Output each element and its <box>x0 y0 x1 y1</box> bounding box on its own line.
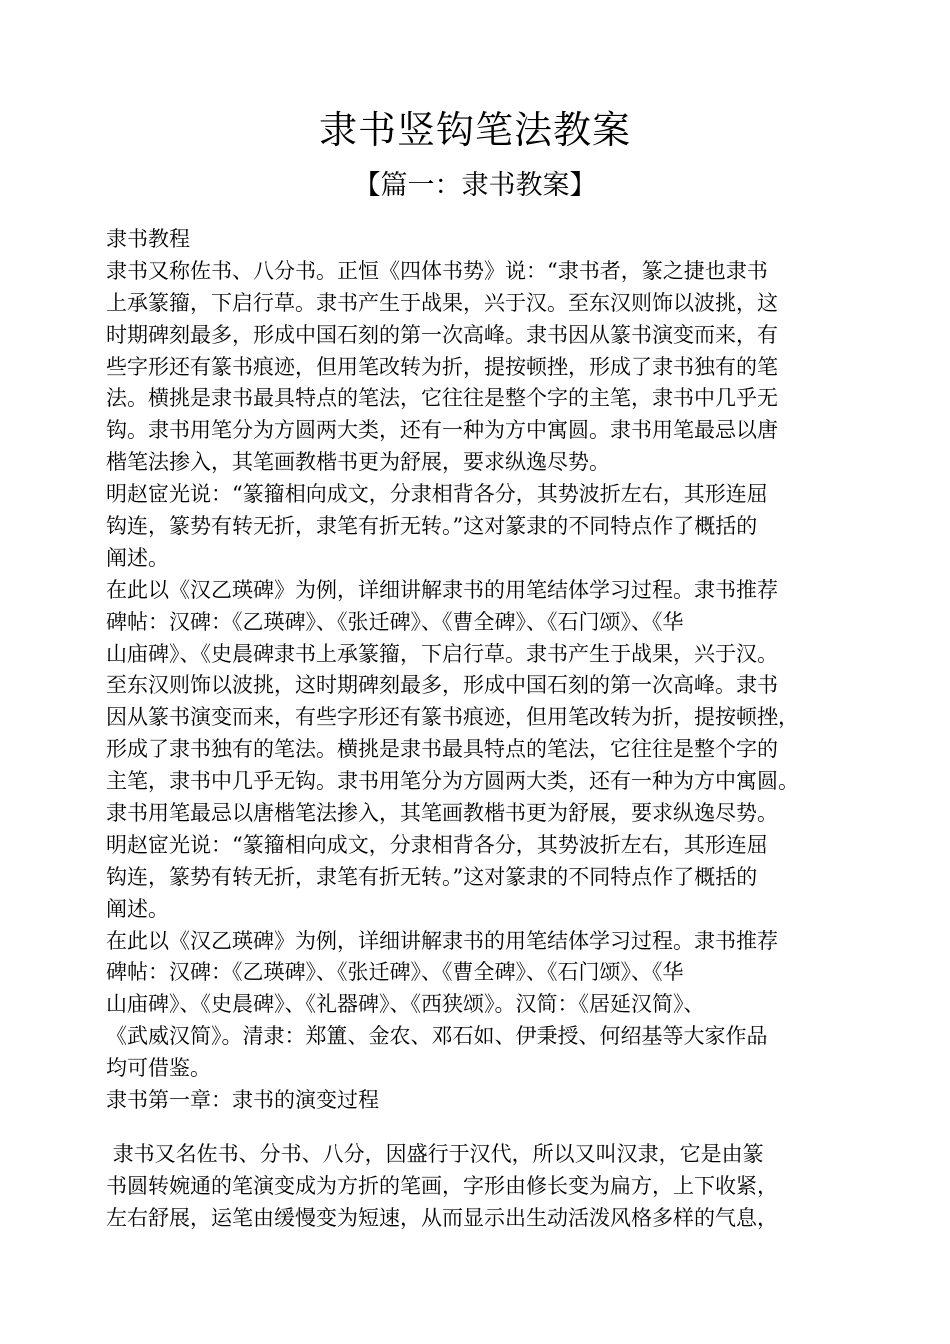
text-line: 书圆转婉通的笔演变成为方折的笔画，字形由修长变为扁方，上下收紧， <box>106 1173 778 1198</box>
text-line: 楷笔法掺入，其笔画教楷书更为舒展，要求纵逸尽势。 <box>106 450 610 475</box>
text-line: 在此以《汉乙瑛碑》为例，详细讲解隶书的用笔结体学习过程。隶书推荐 <box>106 577 778 602</box>
text-line: 些字形还有篆书痕迹，但用笔改转为折，提按顿挫，形成了隶书独有的笔 <box>106 354 778 379</box>
text-line: 明赵宧光说：“篆籀相向成文，分隶相背各分，其势波折左右，其形连屈 <box>106 482 768 507</box>
paragraph-gap <box>106 1117 866 1139</box>
text-line: 明赵宧光说：“篆籀相向成文，分隶相背各分，其势波折左右，其形连屈 <box>106 832 768 857</box>
text-line: 均可借鉴。 <box>106 1056 211 1081</box>
text-line: 在此以《汉乙瑛碑》为例，详细讲解隶书的用笔结体学习过程。隶书推荐 <box>106 928 778 953</box>
text-line: 阐述。 <box>106 896 169 921</box>
text-line: 因从篆书演变而来，有些字形还有篆书痕迹，但用笔改转为折，提按顿挫， <box>106 705 799 730</box>
text-line: 碑帖：汉碑：《乙瑛碑》、《张迁碑》、《曹全碑》、《石门颂》、《华 <box>106 960 684 985</box>
text-line: 隶书第一章：隶书的演变过程 <box>106 1088 379 1113</box>
document-title: 隶书竖钩笔法教案 <box>318 108 631 152</box>
text-line: 形成了隶书独有的笔法。横挑是隶书最具特点的笔法，它往往是整个字的 <box>106 737 778 762</box>
text-line: 山庙碑》、《史晨碑隶书上承篆籀，下启行草。隶书产生于战果，兴于汉。 <box>106 641 778 666</box>
document-subtitle: 【篇一：隶书教案】 <box>353 170 597 201</box>
text-line: 钩。隶书用笔分为方圆两大类，还有一种为方中寓圆。隶书用笔最忌以唐 <box>106 418 778 443</box>
text-line: 左右舒展，运笔由缓慢变为短速，从而显示出生动活泼风格多样的气息， <box>106 1205 778 1230</box>
text-line: 时期碑刻最多，形成中国石刻的第一次高峰。隶书因从篆书演变而来，有 <box>106 322 778 347</box>
text-line: 隶书教程 <box>106 227 190 251</box>
text-line: 阐述。 <box>106 545 169 570</box>
text-line: 山庙碑》、《史晨碑》、《礼器碑》、《西狭颂》。汉简：《居延汉简》、 <box>106 992 705 1017</box>
text-line: 《武威汉简》。清隶：郑簠、金农、邓石如、伊秉授、何绍基等大家作品 <box>106 1024 768 1049</box>
text-line: 上承篆籀，下启行草。隶书产生于战果，兴于汉。至东汉则饰以波挑，这 <box>106 290 778 315</box>
body-section-1 <box>106 224 866 1117</box>
body-section-2 <box>106 1139 866 1235</box>
document-body <box>106 224 866 1235</box>
text-line: 钩连，篆势有转无折，隶笔有折无转。”这对篆隶的不同特点作了概括的 <box>106 864 758 889</box>
text-line: 碑帖：汉碑：《乙瑛碑》、《张迁碑》、《曹全碑》、《石门颂》、《华 <box>106 609 684 634</box>
text-line: 主笔，隶书中几乎无钩。隶书用笔分为方圆两大类，还有一种为方中寓圆。 <box>106 769 799 794</box>
text-line: 隶书用笔最忌以唐楷笔法掺入，其笔画教楷书更为舒展，要求纵逸尽势。 <box>106 801 778 826</box>
text-line: 钩连，篆势有转无折，隶笔有折无转。”这对篆隶的不同特点作了概括的 <box>106 514 758 539</box>
text-line: 至东汉则饰以波挑，这时期碑刻最多，形成中国石刻的第一次高峰。隶书 <box>106 673 778 698</box>
text-line: 隶书又名佐书、分书、八分，因盛行于汉代，所以又叫汉隶，它是由篆 <box>106 1141 764 1166</box>
text-line: 法。横挑是隶书最具特点的笔法，它往往是整个字的主笔，隶书中几乎无 <box>106 386 778 411</box>
text-line: 隶书又称佐书、八分书。正恒《四体书势》说：“隶书者，篆之捷也隶书 <box>106 258 768 283</box>
